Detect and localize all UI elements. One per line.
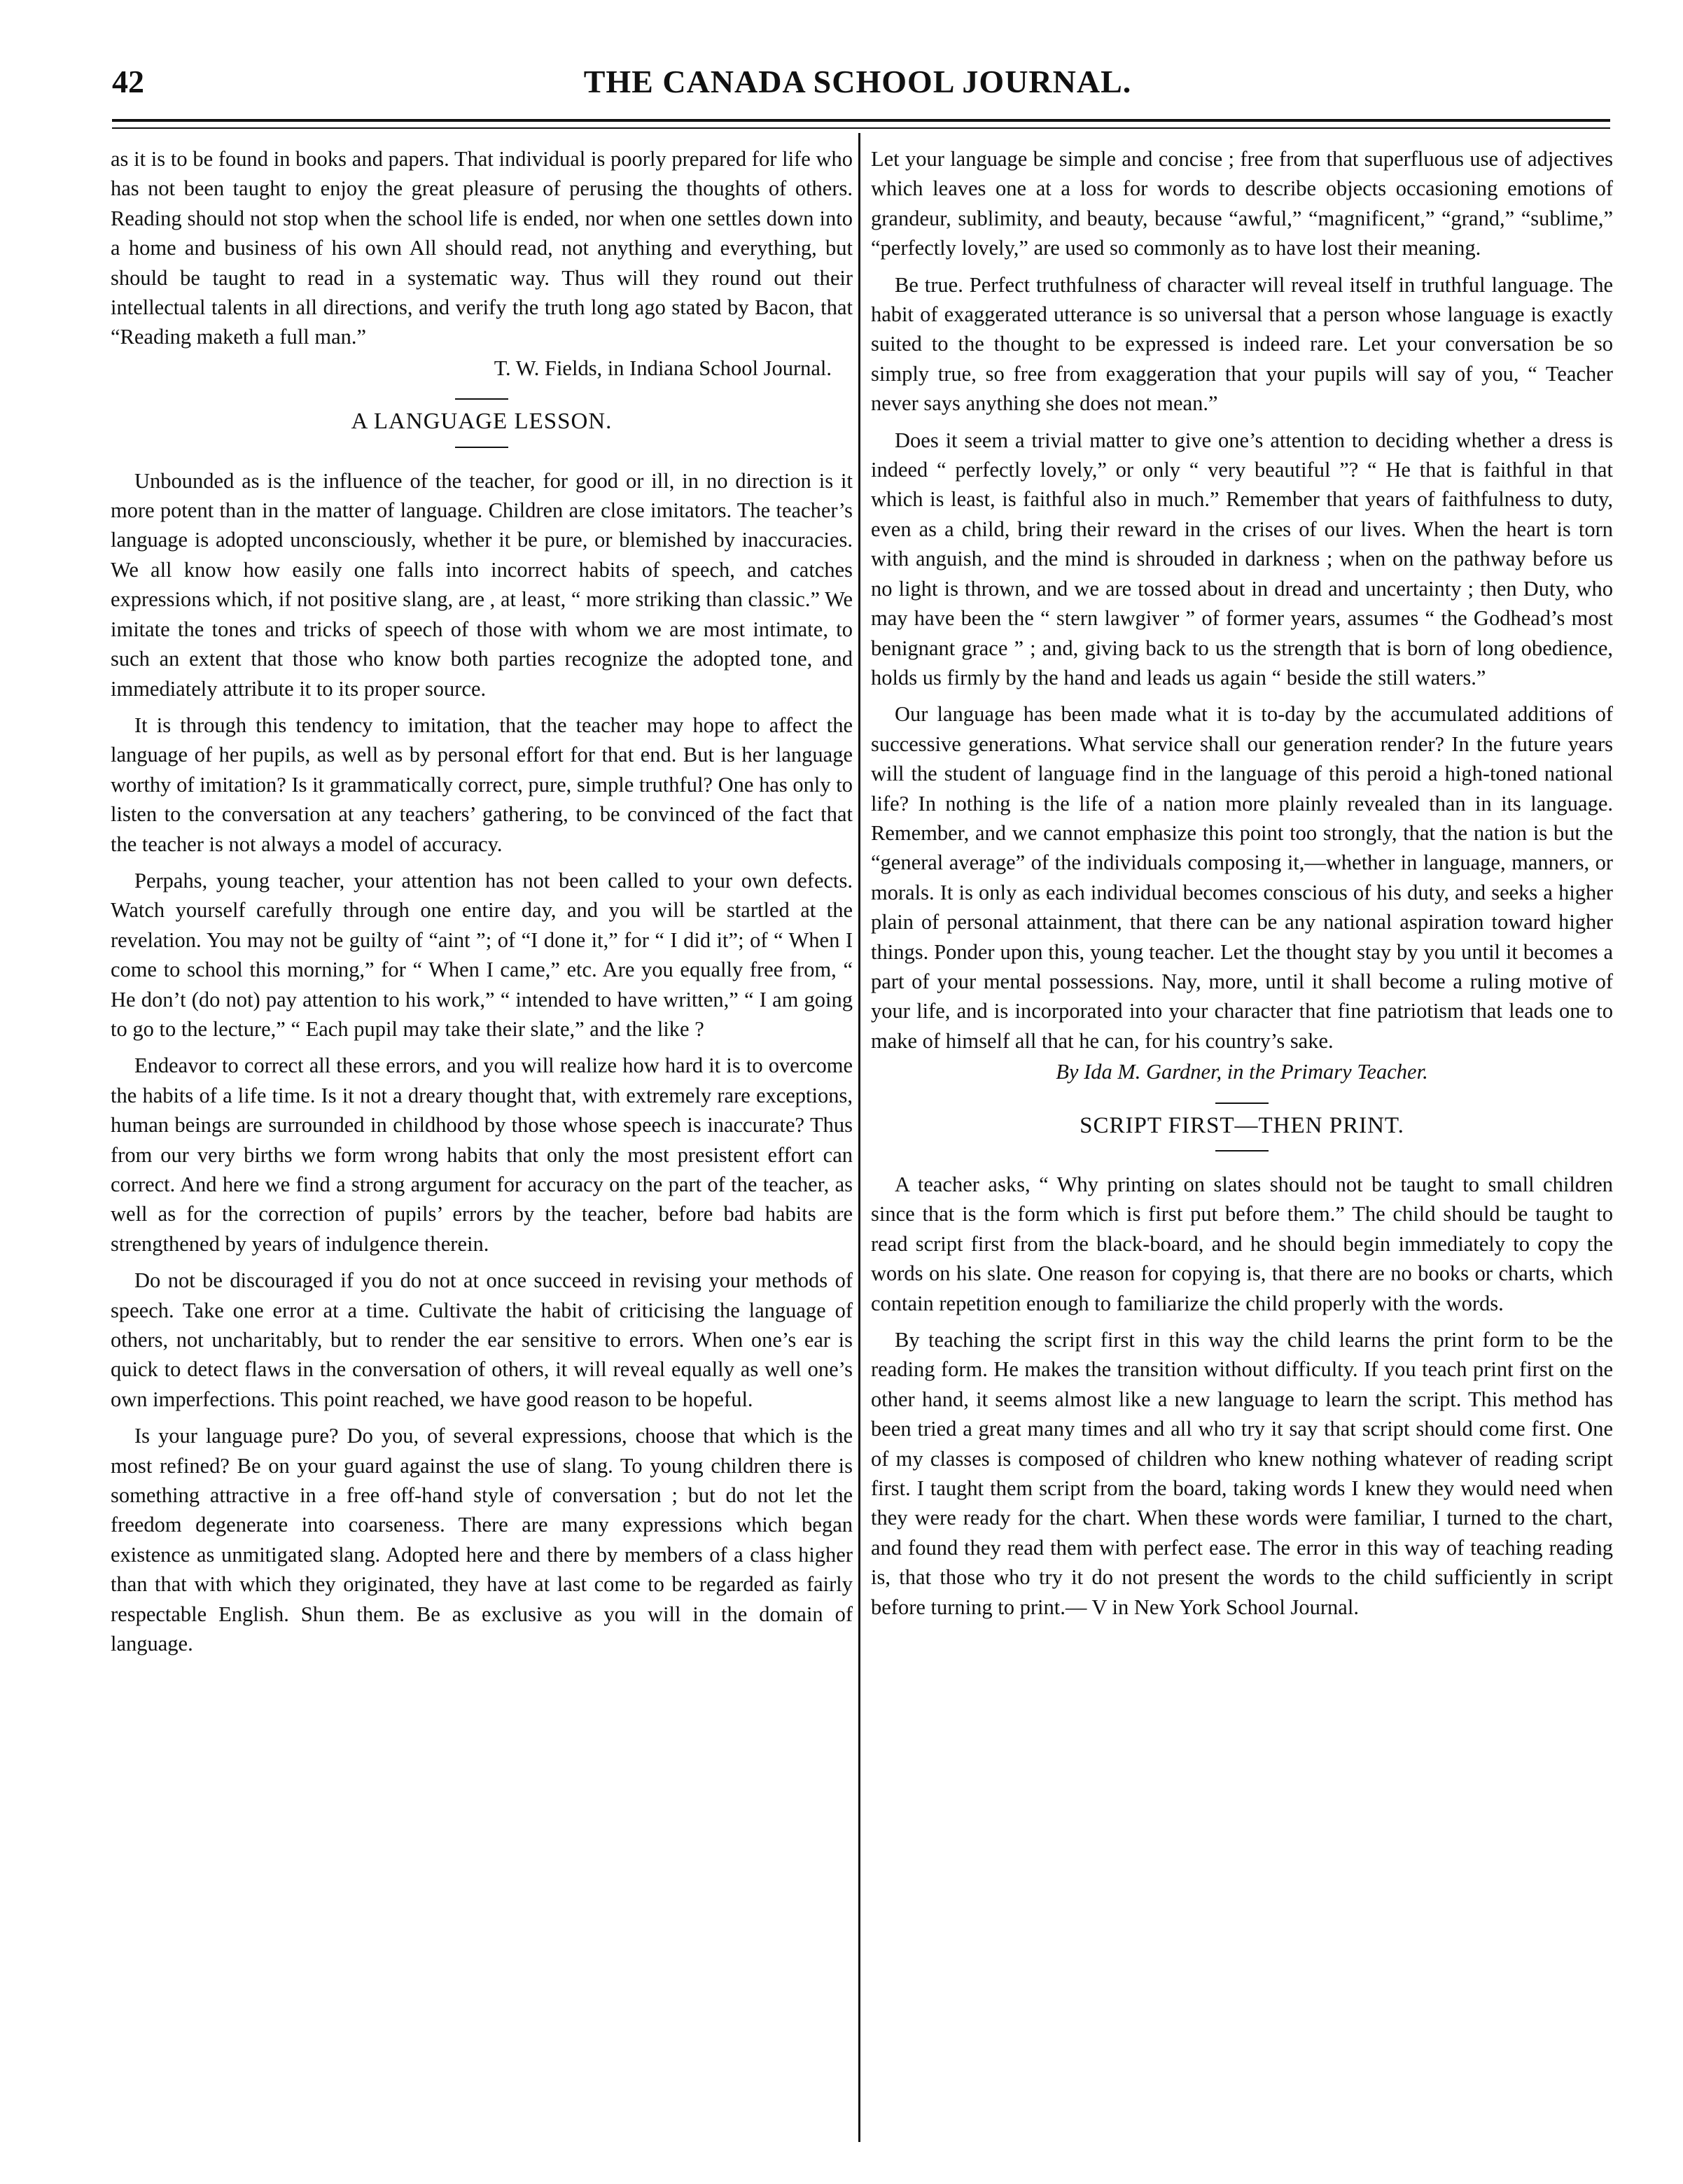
article-paragraph: Perpahs, young teacher, your attention has not been called to your own defects. Watch yourself carefully through one entire day, and you will be startled at the revelation. You may not be guilty of “aint ”; of “I done it,” for “ I did it”; of “ When I come to school this morning,” for “ When I came,” etc. Are you equally free from, “ He don’t (do not) pay attention to his work,” “ intended to have written,” “ I am going to go to the lecture,” “ Each pupil may take their slate,” and the like ? [111, 868, 853, 1041]
section-rule [455, 447, 508, 448]
left-column [111, 144, 853, 1659]
page-number: 42 [112, 64, 144, 99]
article-paragraph: Endeavor to correct all these errors, and you will realize how hard it is to overcome the habits of a life time. Is it not a dreary thought that, with extremely rare exceptions, human beings are surrounded in childhood by those whose speech is inaccurate? Thus from our very births we form wrong habits that only the most presistent effort can correct. And here we find a strong argument for accuracy on the part of the teacher, as well as for the correction of pupils’ errors by the teacher, before bad habits are strengthened by years of indulgence therein. [111, 1054, 853, 1256]
article-paragraph: By teaching the script first in this way the child learns the print form to be the reading form. He makes the transition without difficulty. If you teach print first on the other hand, it seems almost like a new language to learn the script. This method has been tried a great many times and all who try it say that script should come first. One of my classes is composed of children who knew nothing whatever of reading script first. I taught them script from the board, taking words I knew they would need when they were ready for the chart. When these words were familiar, I turned to the chart, and found they read them with perfect ease. The error in this way of teaching reading is, that those who try it do not present the words to the child sufficiently in script before turning to print.— V in New York School Journal. [871, 1328, 1613, 1619]
header-rule-thin [112, 127, 1610, 129]
column-divider [858, 133, 860, 2142]
article-paragraph: Is your language pure? Do you, of several expressions, choose that which is the most refined? Be on your guard against the use of slang. To young children there is something attractive in a free off-hand style of conversation ; but do not let the freedom degenerate into coarseness. There are many expressions which began existence as unmitigated slang. Adopted here and there by members of a class higher than that with which they originated, they have at last come to be regarded as fairly respectable English. Shun them. Be as exclusive as you will in the domain of language. [111, 1424, 853, 1656]
right-column [871, 144, 1613, 1622]
section-rule [1215, 1150, 1269, 1152]
journal-title: THE CANADA SCHOOL JOURNAL. [583, 64, 1132, 99]
article-paragraph: Does it seem a trivial matter to give one’s attention to deciding whether a dress is indeed “ perfectly lovely,” or only “ very beautiful ”? “ He that is faithful in that which is least, is faithful also in much.” Remember that years of faithfulness to duty, even as a child, bring their reward in the crises of our lives. When the heart is torn with anguish, and the mind is shrouded in darkness ; when on the pathway before us no light is thrown, and we are tossed about in dread and uncertainty ; then Duty, who may have been the “ stern lawgiver ” of former years, assumes “ the Godhead’s most benignant grace ” ; and, giving back to us the strength that is born of long obedience, holds us firmly by the hand and leads us again “ beside the still waters.” [871, 428, 1613, 690]
continued-paragraph: as it is to be found in books and papers. That individual is poorly prepared for life who has not been taught to enjoy the great pleasure of perusing the thoughts of others. Reading should not stop when the school life is ended, nor when one settles down into a home and business of his own All should read, not anything and everything, but should be taught to read in a systematic way. Thus will they round out their intellectual talents in all directions, and verify the truth long ago stated by Bacon, that “Reading maketh a full man.” [111, 147, 853, 349]
article-paragraph: It is through this tendency to imitation, that the teacher may hope to affect the language of her pupils, as well as by personal effort for that end. But is her language worthy of imitation? Is it grammatically correct, pure, simple truthful? One has only to listen to the conversation at any teachers’ gathering, to be convinced of the fact that the teacher is not always a model of accuracy. [111, 713, 853, 856]
article-paragraph: A teacher asks, “ Why printing on slates should not be taught to small children since that is the form which is first put before them.” The child should be taught to read script first from the black-board, and he should begin immediately to copy the words on his slate. One reason for copying is, that there are no books or charts, which contain repetition enough to familiarize the child properly with the words. [871, 1172, 1613, 1315]
article-paragraph: Unbounded as is the influence of the teacher, for good or ill, in no direction is it more potent than in the matter of language. Children are close imitators. The teacher’s language is adopted unconsciously, whether it be pure, or blemished by inaccuracies. We all know how easily one falls into incorrect habits of speech, and catches expressions which, if not positive slang, are , at least, “ more striking than classic.” We imitate the tones and tricks of speech of those with whom we are most intimate, to such an extent that those who know both parties recognize the adopted tone, and immediately attribute it to its proper source. [111, 468, 853, 701]
article-paragraph: Let your language be simple and concise ; free from that superfluous use of adjectives which leaves one at a loss for words to describe objects occasioning emotions of grandeur, sublimity, and beauty, because “awful,” “magnificent,” “grand,” “sublime,” “perfectly lovely,” are used so commonly as to have lost their meaning. [871, 147, 1613, 260]
article-paragraph: Our language has been made what it is to-day by the accumulated additions of successive generations. What service shall our generation render? In the future years will the student of language find in the language of this peroid a high-toned national life? In nothing is the life of a nation more plainly revealed than in its language. Remember, and we cannot emphasize this point too strongly, that the nation is but the “general average” of the individuals composing it,—whether in language, manners, or morals. It is only as each individual becomes conscious of his duty, and seeks a higher plain of personal attainment, that there can be any national aspiration toward higher things. Ponder upon this, young teacher. Let the thought stay by you until it becomes a part of your mental possessions. Nay, more, until it shall become a ruling motive of your life, and is incorporated into your character that fine patriotism that leads one to make of himself all that he can, for his country’s sake. [871, 702, 1613, 1053]
article-title-script-first: SCRIPT FIRST—THEN PRINT. [1080, 1112, 1404, 1138]
byline-gardner: By Ida M. Gardner, in the Primary Teacher. [1056, 1060, 1428, 1084]
article-paragraph: Be true. Perfect truthfulness of character will reveal itself in truthful language. The habit of exaggerated utterance is so universal that a person whose language is exactly suited to the thought to be expressed is indeed rare. Let your conversation be so simply true, so free from exaggeration that your pupils will say of you, “ Teacher never says anything she does not mean.” [871, 272, 1613, 416]
section-rule [1215, 1102, 1269, 1104]
byline-fields: T. W. Fields, in Indiana School Journal. [494, 356, 832, 380]
header-rule-thick [112, 119, 1610, 122]
article-title-language-lesson: A LANGUAGE LESSON. [351, 409, 613, 435]
running-head [112, 63, 1603, 112]
section-rule [455, 398, 508, 400]
article-paragraph: Do not be discouraged if you do not at once succeed in revising your methods of speech. Take one error at a time. Cultivate the habit of criticising the language of others, not uncharitably, but to render the ear sensitive to errors. When one’s ear is quick to detect flaws in the conversation of others, it will reveal equally as well one’s own imperfections. This point reached, we have good reason to be hopeful. [111, 1268, 853, 1411]
